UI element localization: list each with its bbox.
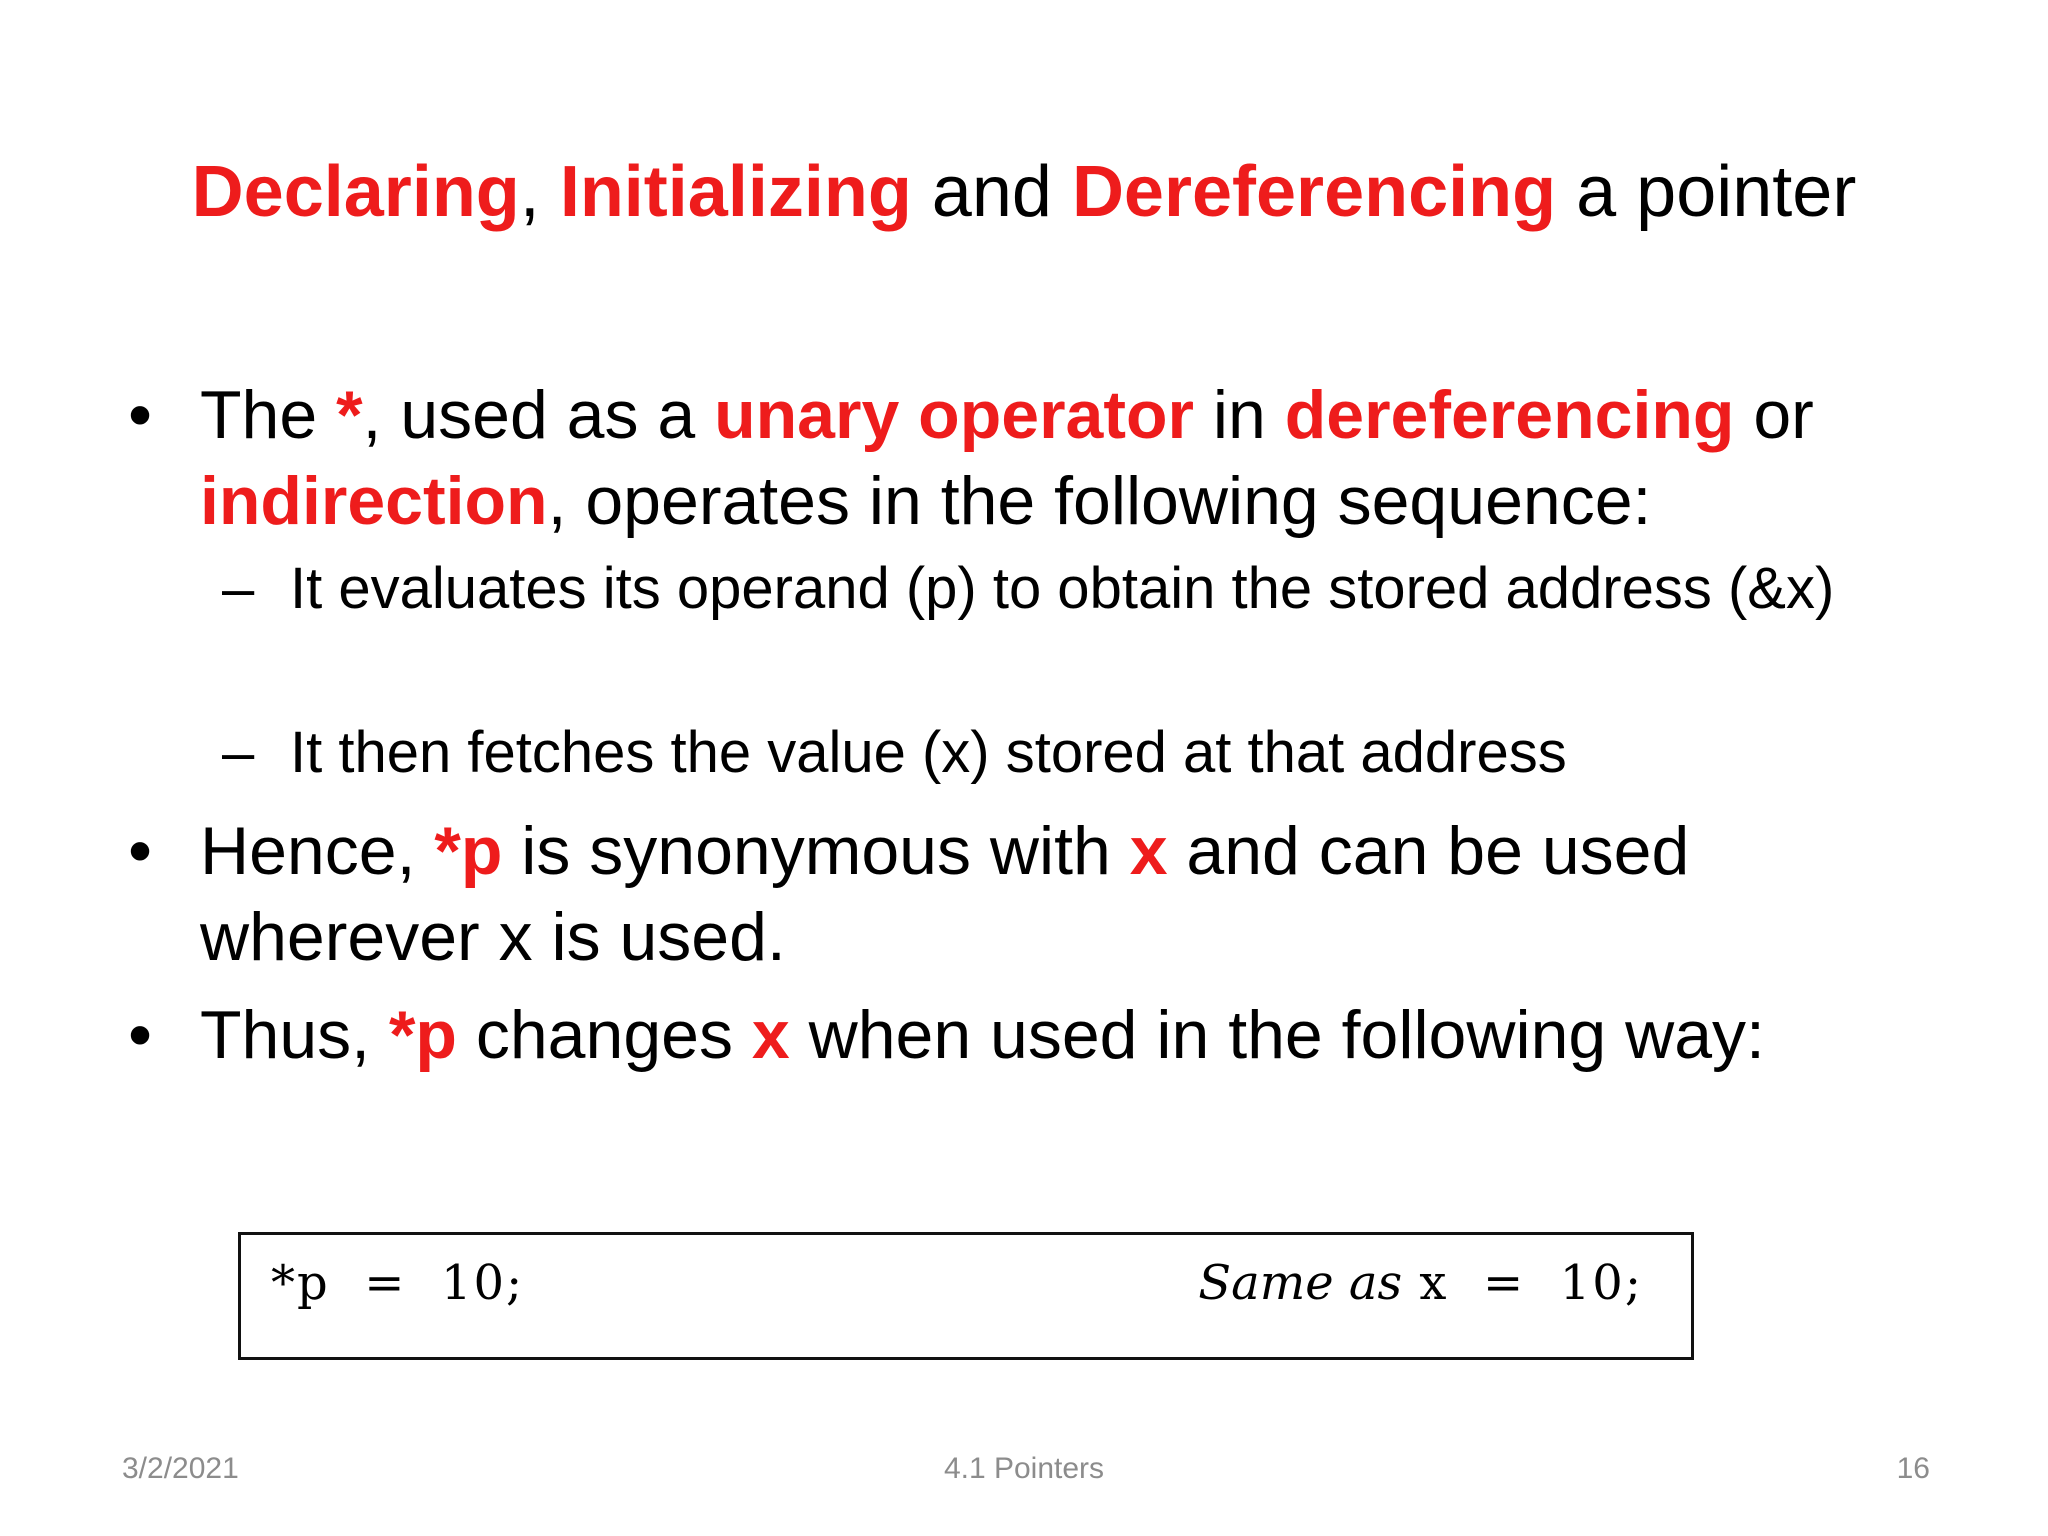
footer-date: 3/2/2021 [122, 1452, 239, 1485]
bullet-text: changes [456, 997, 752, 1073]
bullet-marker: • [128, 377, 152, 453]
sub-bullet-1 [222, 552, 1890, 626]
code-equivalent-label: Same as [1198, 1255, 1403, 1311]
highlight-x: x [751, 997, 790, 1073]
bullet-text: is synonymous with [502, 813, 1130, 889]
bullet-text: Thus, [200, 997, 389, 1073]
sub-bullet-text: It evaluates its operand (p) to obtain the stored address (&x) [290, 556, 1835, 621]
bullet-text: and can be used wherever x is used. [200, 813, 1690, 975]
slide-title [0, 148, 2048, 236]
sub-bullet-marker: – [222, 720, 255, 785]
highlight-star-p: *p [388, 997, 457, 1073]
title-separator: and [911, 152, 1072, 232]
sub-bullet-2 [222, 716, 1890, 790]
bullet-text: , operates in the following sequence: [547, 463, 1652, 539]
highlight-unary-operator: unary operator [714, 377, 1194, 453]
highlight-star-p: *p [434, 813, 503, 889]
bullet-3 [128, 992, 1880, 1078]
bullet-text: when used in the following way: [789, 997, 1765, 1073]
sub-bullet-text: It then fetches the value (x) stored at that address [290, 720, 1567, 785]
bullet-2 [128, 808, 1880, 980]
bullet-text: , used as a [362, 377, 715, 453]
highlight-x: x [1129, 813, 1168, 889]
code-equivalent [1198, 1255, 1643, 1311]
title-tail: a pointer [1556, 152, 1857, 232]
code-equivalent-statement: x = 10; [1402, 1255, 1643, 1311]
title-word-dereferencing: Dereferencing [1071, 152, 1557, 232]
code-example-box [238, 1232, 1694, 1360]
highlight-dereferencing: dereferencing [1284, 377, 1735, 453]
bullet-text: in [1194, 377, 1285, 453]
highlight-asterisk: * [336, 377, 363, 453]
bullet-text: Hence, [200, 813, 435, 889]
bullet-text: or [1734, 377, 1814, 453]
title-word-initializing: Initializing [559, 152, 912, 232]
title-word-declaring: Declaring [191, 152, 520, 232]
footer-page-number: 16 [1896, 1452, 1930, 1485]
bullet-marker: • [128, 997, 152, 1073]
bullet-1 [128, 372, 1880, 544]
footer-title: 4.1 Pointers [943, 1452, 1105, 1485]
highlight-indirection: indirection [200, 463, 548, 539]
bullet-text: The [200, 377, 337, 453]
sub-bullet-marker: – [222, 556, 255, 621]
bullet-marker: • [128, 813, 152, 889]
title-separator: , [519, 152, 560, 232]
code-statement: *p = 10; [271, 1255, 525, 1311]
